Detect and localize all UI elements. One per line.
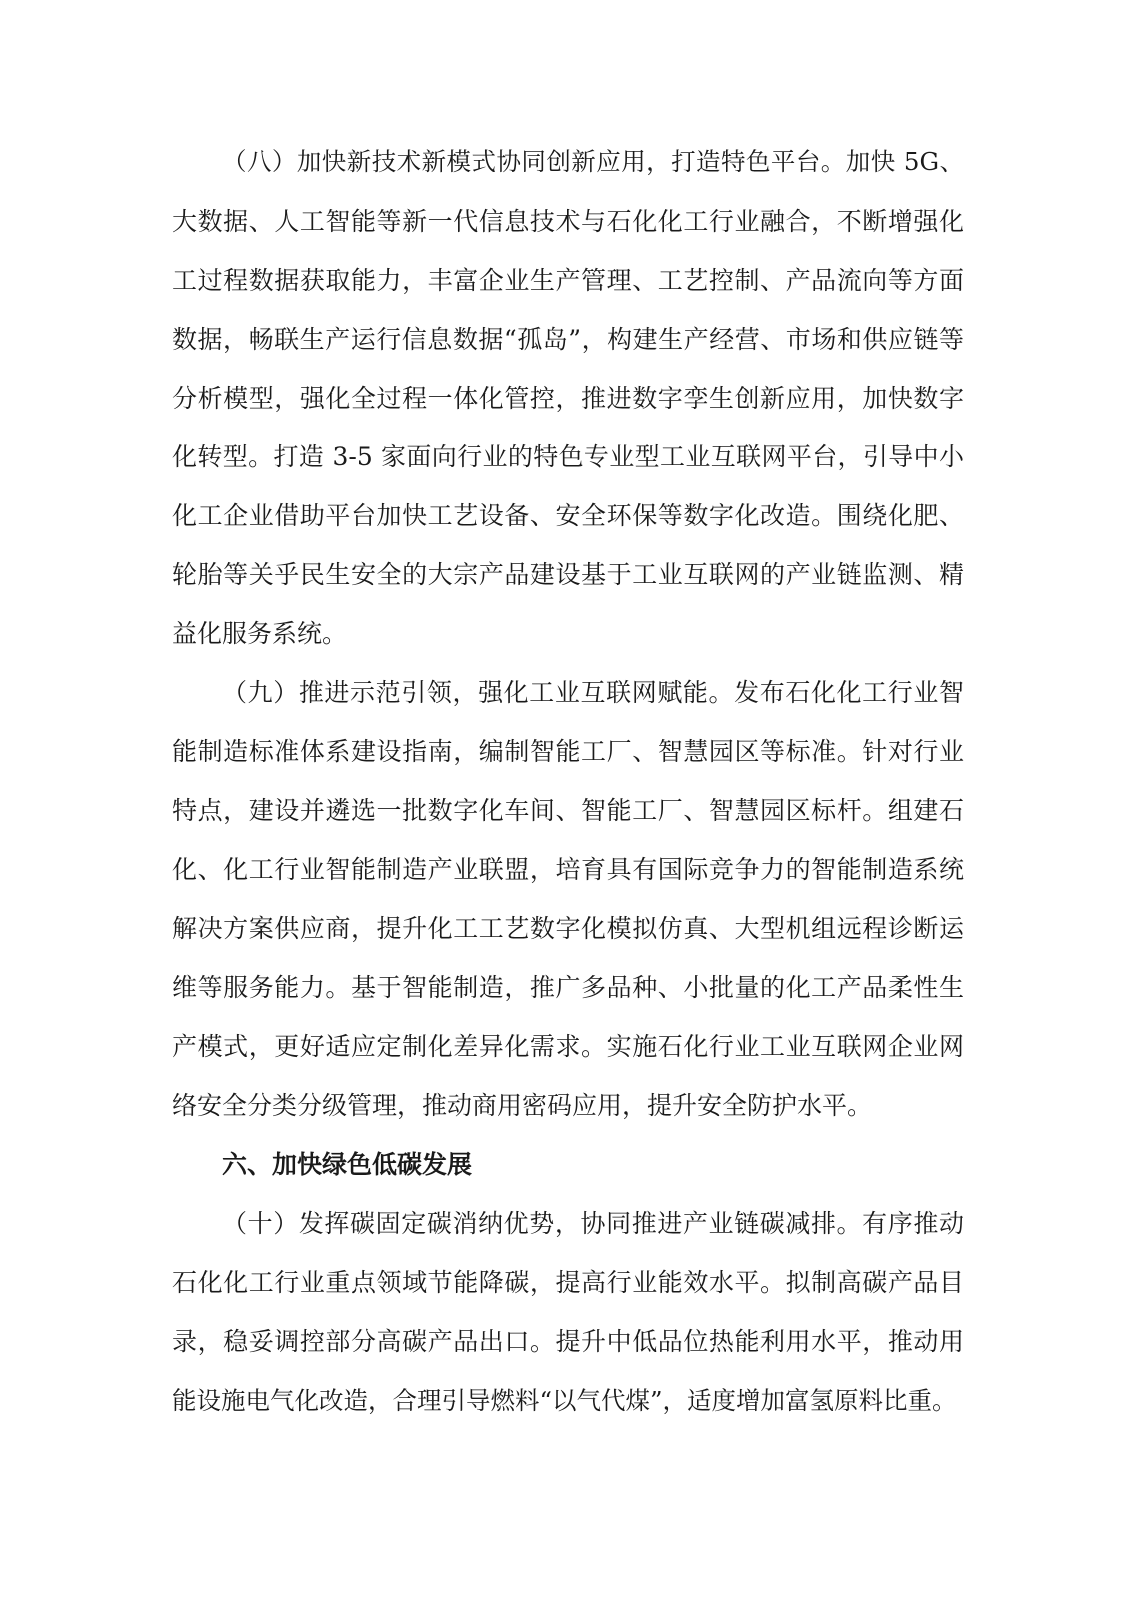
paragraph-8-line: 化转型。打造 3-5 家面向行业的特色专业型工业互联网平台，引导中小 xyxy=(172,442,964,471)
paragraph-8-line: 工过程数据获取能力，丰富企业生产管理、工艺控制、产品流向等方面 xyxy=(172,266,964,295)
paragraph-9-line: 维等服务能力。基于智能制造，推广多品种、小批量的化工产品柔性生 xyxy=(172,973,964,1002)
paragraph-9-line: （九）推进示范引领，强化工业互联网赋能。发布石化化工行业智 xyxy=(222,678,964,707)
paragraph-8-line: 益化服务系统。 xyxy=(172,619,348,648)
paragraph-9-line: 解决方案供应商，提升化工工艺数字化模拟仿真、大型机组远程诊断运 xyxy=(172,914,964,943)
paragraph-8-line: （八）加快新技术新模式协同创新应用，打造特色平台。加快 5G、 xyxy=(222,147,964,176)
paragraph-8-line: 数据，畅联生产运行信息数据“孤岛”，构建生产经营、市场和供应链等 xyxy=(172,325,964,354)
paragraph-9-line: 产模式，更好适应定制化差异化需求。实施石化行业工业互联网企业网 xyxy=(172,1032,964,1061)
paragraph-10-line: 能设施电气化改造，合理引导燃料“以气代煤”，适度增加富氢原料比重。 xyxy=(172,1386,957,1415)
paragraph-8-line: 化工企业借助平台加快工艺设备、安全环保等数字化改造。围绕化肥、 xyxy=(172,501,964,530)
paragraph-9-line: 特点，建设并遴选一批数字化车间、智能工厂、智慧园区标杆。组建石 xyxy=(172,796,964,825)
paragraph-9-line: 化、化工行业智能制造产业联盟，培育具有国际竞争力的智能制造系统 xyxy=(172,855,964,884)
paragraph-10-line: 录，稳妥调控部分高碳产品出口。提升中低品位热能利用水平，推动用 xyxy=(172,1327,964,1356)
paragraph-10-line: （十）发挥碳固定碳消纳优势，协同推进产业链碳减排。有序推动 xyxy=(222,1209,964,1238)
paragraph-8-line: 分析模型，强化全过程一体化管控，推进数字孪生创新应用，加快数字 xyxy=(172,384,964,413)
paragraph-8-line: 大数据、人工智能等新一代信息技术与石化化工行业融合，不断增强化 xyxy=(172,207,964,236)
paragraph-10-line: 石化化工行业重点领域节能降碳，提高行业能效水平。拟制高碳产品目 xyxy=(172,1268,964,1297)
paragraph-8-line: 轮胎等关乎民生安全的大宗产品建设基于工业互联网的产业链监测、精 xyxy=(172,560,964,589)
paragraph-9-line: 能制造标准体系建设指南，编制智能工厂、智慧园区等标准。针对行业 xyxy=(172,737,964,766)
paragraph-9-line: 络安全分类分级管理，推动商用密码应用，提升安全防护水平。 xyxy=(172,1091,873,1120)
section-heading: 六、加快绿色低碳发展 xyxy=(222,1150,473,1179)
